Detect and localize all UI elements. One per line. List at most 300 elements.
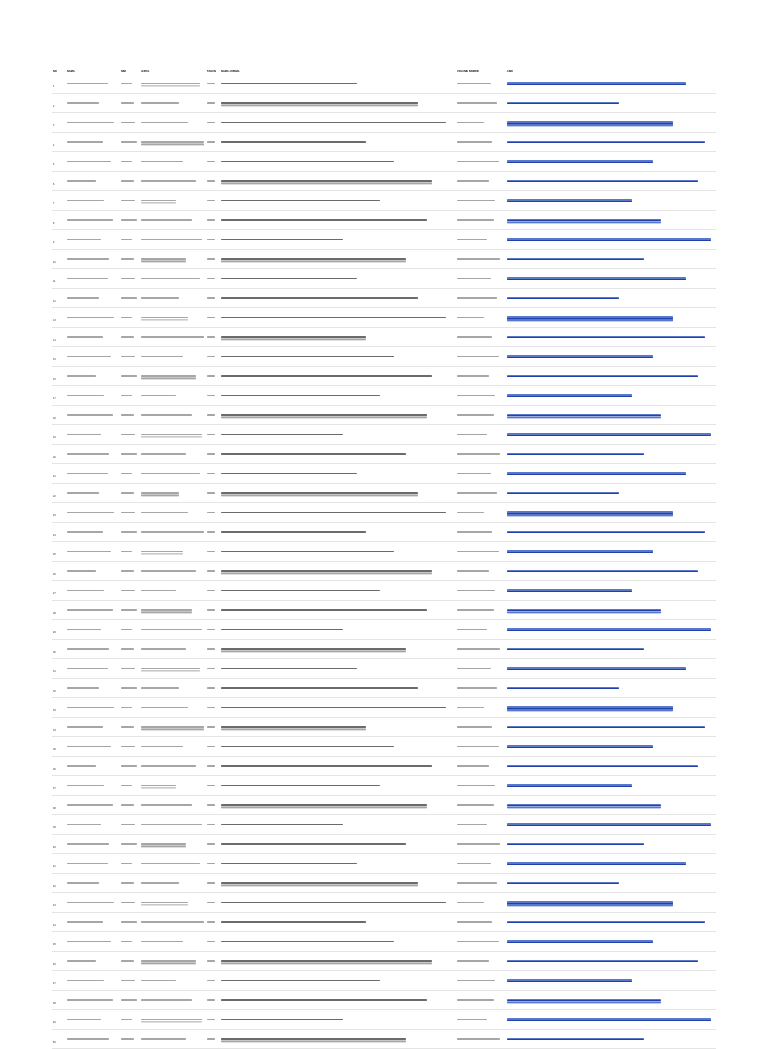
link-text[interactable] — [507, 901, 673, 904]
cell-text — [121, 122, 135, 124]
cell-text — [67, 707, 114, 709]
cell-text — [121, 843, 137, 845]
link-text[interactable] — [507, 316, 673, 319]
cell-row-number — [52, 1029, 66, 1049]
cell-judul — [220, 132, 456, 152]
link-text[interactable] — [507, 121, 673, 124]
cell-text — [67, 336, 103, 338]
link-text[interactable] — [507, 180, 698, 183]
cell-text — [121, 668, 135, 670]
cell-nim — [120, 795, 140, 815]
cell-text — [121, 434, 135, 436]
cell-nim — [120, 659, 140, 679]
cell-link[interactable] — [506, 230, 716, 250]
cell-link[interactable] — [506, 366, 716, 386]
cell-text — [141, 843, 186, 845]
cell-nama — [66, 620, 120, 640]
cell-volume — [456, 561, 506, 581]
cell-judul — [220, 678, 456, 698]
cell-link[interactable] — [506, 678, 716, 698]
cell-jurnal — [140, 464, 206, 484]
cell-tahun — [206, 815, 220, 835]
cell-link[interactable] — [506, 815, 716, 835]
cell-volume — [456, 698, 506, 718]
cell-text — [67, 395, 104, 397]
cell-link[interactable] — [506, 191, 716, 211]
cell-text — [457, 219, 494, 221]
cell-link[interactable] — [506, 347, 716, 367]
cell-nama — [66, 678, 120, 698]
cell-text — [67, 102, 99, 104]
cell-text — [457, 980, 495, 982]
link-text[interactable] — [507, 238, 711, 241]
row-number-label: 3 — [53, 124, 55, 128]
cell-text — [457, 258, 500, 260]
cell-text — [207, 473, 215, 475]
table-row — [52, 893, 716, 913]
cell-text — [67, 941, 111, 943]
cell-link[interactable] — [506, 600, 716, 620]
cell-link[interactable] — [506, 912, 716, 932]
row-number-label: 11 — [53, 280, 56, 284]
cell-volume — [456, 152, 506, 172]
link-text[interactable] — [507, 921, 705, 924]
cell-judul — [220, 542, 456, 562]
cell-text — [207, 629, 215, 631]
cell-link[interactable] — [506, 581, 716, 601]
row-number-label: 37 — [53, 787, 56, 791]
link-text[interactable] — [507, 628, 711, 631]
table-row — [52, 327, 716, 347]
row-number-label: 23 — [53, 514, 56, 518]
cell-link[interactable] — [506, 1029, 716, 1049]
column-header-volume[interactable]: VOLUME NOMOR — [457, 70, 479, 74]
cell-text — [207, 980, 215, 982]
table-row — [52, 386, 716, 406]
cell-judul — [220, 483, 456, 503]
cell-text — [221, 999, 427, 1001]
cell-volume — [456, 269, 506, 289]
link-text[interactable] — [507, 999, 661, 1002]
cell-link[interactable] — [506, 444, 716, 464]
row-number-label: 49 — [53, 1021, 56, 1025]
cell-text — [121, 882, 134, 884]
link-text[interactable] — [507, 843, 644, 846]
link-text[interactable] — [507, 199, 632, 202]
cell-text — [121, 512, 135, 514]
column-header-tahun[interactable]: TAHUN — [207, 70, 216, 74]
link-text[interactable] — [507, 492, 619, 495]
cell-text — [67, 804, 113, 806]
column-header-judul[interactable]: NAMA JURNAL — [221, 70, 240, 74]
cell-link[interactable] — [506, 834, 716, 854]
cell-nama — [66, 698, 120, 718]
cell-row-number — [52, 542, 66, 562]
cell-text — [141, 921, 204, 923]
cell-link[interactable] — [506, 386, 716, 406]
cell-text — [141, 804, 192, 806]
cell-volume — [456, 425, 506, 445]
cell-text — [457, 843, 500, 845]
cell-row-number — [52, 405, 66, 425]
cell-text — [141, 317, 188, 319]
link-text[interactable] — [507, 219, 661, 222]
cell-nama — [66, 659, 120, 679]
cell-row-number — [52, 74, 66, 93]
cell-text — [457, 434, 487, 436]
cell-nama — [66, 873, 120, 893]
cell-link[interactable] — [506, 327, 716, 347]
row-number-label: 38 — [53, 806, 56, 810]
link-text[interactable] — [507, 862, 686, 865]
cell-tahun — [206, 327, 220, 347]
cell-tahun — [206, 893, 220, 913]
cell-judul — [220, 425, 456, 445]
cell-text — [67, 629, 101, 631]
cell-link[interactable] — [506, 932, 716, 952]
link-text[interactable] — [507, 531, 705, 534]
row-number-label: 12 — [53, 299, 56, 303]
row-number-label: 46 — [53, 962, 56, 966]
link-text[interactable] — [507, 141, 705, 144]
link-text[interactable] — [507, 1018, 711, 1021]
row-number-label: 33 — [53, 709, 56, 713]
link-text[interactable] — [507, 277, 686, 280]
cell-link[interactable] — [506, 776, 716, 796]
link-text[interactable] — [507, 960, 698, 963]
cell-text — [457, 551, 499, 553]
cell-text — [457, 453, 500, 455]
cell-text — [207, 336, 215, 338]
cell-link[interactable] — [506, 756, 716, 776]
cell-jurnal — [140, 444, 206, 464]
link-text[interactable] — [507, 706, 673, 709]
cell-text — [121, 161, 132, 163]
cell-text — [121, 687, 137, 689]
row-number-label: 19 — [53, 436, 56, 440]
cell-text — [121, 1038, 134, 1040]
cell-text — [141, 161, 183, 163]
table-row — [52, 74, 716, 93]
link-text[interactable] — [507, 882, 619, 885]
link-text[interactable] — [507, 979, 632, 982]
cell-text — [141, 278, 200, 280]
cell-tahun — [206, 74, 220, 93]
cell-nim — [120, 464, 140, 484]
cell-link[interactable] — [506, 1010, 716, 1030]
table-row — [52, 93, 716, 113]
cell-judul — [220, 191, 456, 211]
row-number-label: 9 — [53, 241, 55, 245]
cell-text — [221, 414, 427, 416]
cell-judul — [220, 776, 456, 796]
cell-link[interactable] — [506, 522, 716, 542]
cell-nim — [120, 834, 140, 854]
cell-row-number — [52, 366, 66, 386]
cell-tahun — [206, 717, 220, 737]
cell-jurnal — [140, 503, 206, 523]
link-text[interactable] — [507, 355, 653, 358]
cell-text — [141, 863, 200, 865]
cell-text — [457, 122, 484, 124]
cell-nim — [120, 444, 140, 464]
cell-judul — [220, 561, 456, 581]
row-number-label: 2 — [53, 104, 55, 108]
cell-text — [457, 473, 491, 475]
cell-text — [141, 590, 176, 592]
link-text[interactable] — [507, 784, 632, 787]
cell-text — [121, 1019, 132, 1021]
cell-jurnal — [140, 542, 206, 562]
cell-text — [221, 473, 357, 475]
column-header-link[interactable]: LINK — [507, 70, 514, 74]
cell-jurnal — [140, 249, 206, 269]
link-text[interactable] — [507, 550, 653, 553]
cell-tahun — [206, 1029, 220, 1049]
cell-link[interactable] — [506, 113, 716, 133]
cell-tahun — [206, 132, 220, 152]
cell-text — [207, 609, 215, 611]
column-header-no[interactable]: NO — [53, 70, 57, 74]
cell-link[interactable] — [506, 308, 716, 328]
cell-judul — [220, 659, 456, 679]
table-row — [52, 425, 716, 445]
cell-text — [141, 570, 196, 572]
cell-nim — [120, 932, 140, 952]
cell-tahun — [206, 191, 220, 211]
column-header-nim[interactable]: NIM — [121, 70, 126, 74]
cell-tahun — [206, 542, 220, 562]
cell-link[interactable] — [506, 698, 716, 718]
cell-judul — [220, 113, 456, 133]
cell-text — [141, 414, 192, 416]
row-number-label: 36 — [53, 767, 56, 771]
link-text[interactable] — [507, 433, 711, 436]
cell-link[interactable] — [506, 171, 716, 191]
cell-tahun — [206, 522, 220, 542]
table-row — [52, 366, 716, 386]
cell-jurnal — [140, 912, 206, 932]
cell-nim — [120, 717, 140, 737]
cell-nama — [66, 815, 120, 835]
cell-link[interactable] — [506, 405, 716, 425]
link-text[interactable] — [507, 1038, 644, 1041]
cell-nim — [120, 269, 140, 289]
cell-jurnal — [140, 366, 206, 386]
link-text[interactable] — [507, 823, 711, 826]
cell-text — [207, 687, 215, 689]
cell-tahun — [206, 386, 220, 406]
cell-text — [221, 941, 394, 943]
link-text[interactable] — [507, 336, 705, 339]
cell-link[interactable] — [506, 639, 716, 659]
cell-nim — [120, 171, 140, 191]
cell-row-number — [52, 620, 66, 640]
link-text[interactable] — [507, 511, 673, 514]
cell-nama — [66, 464, 120, 484]
cell-text — [141, 1019, 202, 1021]
cell-nim — [120, 561, 140, 581]
cell-nama — [66, 834, 120, 854]
cell-text — [141, 492, 179, 494]
cell-link[interactable] — [506, 152, 716, 172]
cell-tahun — [206, 795, 220, 815]
cell-link[interactable] — [506, 561, 716, 581]
cell-nama — [66, 581, 120, 601]
cell-text — [221, 687, 418, 689]
cell-nama — [66, 425, 120, 445]
link-text[interactable] — [507, 102, 619, 105]
cell-text — [221, 180, 432, 182]
cell-nim — [120, 249, 140, 269]
cell-link[interactable] — [506, 873, 716, 893]
cell-row-number — [52, 386, 66, 406]
table-row — [52, 678, 716, 698]
cell-tahun — [206, 308, 220, 328]
cell-jurnal — [140, 269, 206, 289]
cell-link[interactable] — [506, 503, 716, 523]
cell-nim — [120, 639, 140, 659]
link-text[interactable] — [507, 414, 661, 417]
cell-text — [67, 863, 108, 865]
link-text[interactable] — [507, 394, 632, 397]
cell-text — [457, 726, 492, 728]
cell-row-number — [52, 756, 66, 776]
link-text[interactable] — [507, 160, 653, 163]
cell-nim — [120, 756, 140, 776]
cell-text — [221, 551, 394, 553]
cell-text — [207, 941, 215, 943]
row-number-label: 5 — [53, 163, 55, 167]
row-number-label: 45 — [53, 943, 56, 947]
cell-nama — [66, 405, 120, 425]
link-text[interactable] — [507, 82, 686, 85]
cell-text — [67, 512, 114, 514]
cell-tahun — [206, 854, 220, 874]
cell-link[interactable] — [506, 425, 716, 445]
cell-tahun — [206, 347, 220, 367]
cell-text — [207, 648, 215, 650]
cell-nim — [120, 405, 140, 425]
cell-jurnal — [140, 522, 206, 542]
cell-volume — [456, 366, 506, 386]
link-text[interactable] — [507, 726, 705, 729]
cell-link[interactable] — [506, 737, 716, 757]
cell-text — [141, 726, 204, 728]
cell-text — [141, 102, 179, 104]
link-text[interactable] — [507, 453, 644, 456]
cell-link[interactable] — [506, 893, 716, 913]
cell-text — [67, 980, 104, 982]
cell-judul — [220, 971, 456, 991]
cell-link[interactable] — [506, 659, 716, 679]
cell-link[interactable] — [506, 210, 716, 230]
cell-link[interactable] — [506, 971, 716, 991]
cell-text — [457, 161, 499, 163]
row-number-label: 1 — [53, 85, 55, 89]
cell-text — [141, 141, 204, 143]
cell-text — [207, 356, 215, 358]
cell-link[interactable] — [506, 249, 716, 269]
link-text[interactable] — [507, 472, 686, 475]
table-row — [52, 347, 716, 367]
cell-link[interactable] — [506, 464, 716, 484]
row-number-label: 48 — [53, 1001, 56, 1005]
cell-text — [67, 785, 104, 787]
cell-text — [207, 395, 215, 397]
cell-volume — [456, 503, 506, 523]
cell-link[interactable] — [506, 854, 716, 874]
cell-text — [207, 765, 215, 767]
link-text[interactable] — [507, 589, 632, 592]
link-text[interactable] — [507, 609, 661, 612]
table-row — [52, 737, 716, 757]
cell-text — [121, 609, 137, 611]
link-text[interactable] — [507, 258, 644, 261]
cell-link[interactable] — [506, 288, 716, 308]
cell-text — [207, 590, 215, 592]
cell-tahun — [206, 230, 220, 250]
cell-link[interactable] — [506, 620, 716, 640]
link-text[interactable] — [507, 297, 619, 300]
cell-nama — [66, 893, 120, 913]
cell-link[interactable] — [506, 795, 716, 815]
table-row — [52, 269, 716, 289]
cell-text — [67, 551, 111, 553]
cell-link[interactable] — [506, 132, 716, 152]
link-text[interactable] — [507, 570, 698, 573]
cell-link[interactable] — [506, 990, 716, 1010]
cell-volume — [456, 171, 506, 191]
cell-link[interactable] — [506, 74, 716, 93]
link-text[interactable] — [507, 804, 661, 807]
link-text[interactable] — [507, 687, 619, 690]
cell-tahun — [206, 464, 220, 484]
cell-link[interactable] — [506, 269, 716, 289]
cell-judul — [220, 717, 456, 737]
cell-link[interactable] — [506, 717, 716, 737]
link-text[interactable] — [507, 765, 698, 768]
cell-volume — [456, 113, 506, 133]
cell-link[interactable] — [506, 542, 716, 562]
link-text[interactable] — [507, 375, 698, 378]
cell-text — [121, 902, 135, 904]
cell-text — [121, 473, 132, 475]
cell-jurnal — [140, 600, 206, 620]
cell-link[interactable] — [506, 93, 716, 113]
cell-text — [67, 902, 114, 904]
cell-tahun — [206, 1010, 220, 1030]
link-text[interactable] — [507, 940, 653, 943]
cell-volume — [456, 893, 506, 913]
link-text[interactable] — [507, 648, 644, 651]
cell-jurnal — [140, 951, 206, 971]
cell-link[interactable] — [506, 951, 716, 971]
cell-text — [141, 512, 188, 514]
column-header-jurnal[interactable]: JUDUL — [141, 70, 150, 74]
table-row — [52, 951, 716, 971]
cell-text — [141, 746, 183, 748]
cell-text — [141, 980, 176, 982]
column-header-nama[interactable]: NAMA — [67, 70, 75, 74]
cell-tahun — [206, 639, 220, 659]
link-text[interactable] — [507, 745, 653, 748]
table-row — [52, 698, 716, 718]
link-text[interactable] — [507, 667, 686, 670]
cell-link[interactable] — [506, 483, 716, 503]
table-row — [52, 191, 716, 211]
cell-text — [121, 941, 132, 943]
